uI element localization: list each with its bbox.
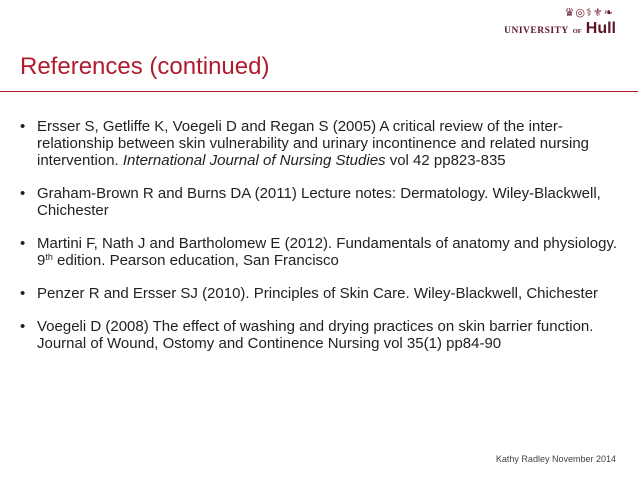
bullet: • xyxy=(20,118,26,135)
footer-author-date: Kathy Radley November 2014 xyxy=(495,454,616,464)
reference-item xyxy=(20,118,620,169)
bullet: • xyxy=(20,318,26,335)
reference-list xyxy=(20,118,620,368)
superscript: th xyxy=(45,252,53,262)
journal-title: International Journal of Nursing Studies xyxy=(122,152,386,169)
reference-item xyxy=(20,318,620,352)
slide-title: References (continued) xyxy=(20,53,270,80)
reference-item xyxy=(20,235,620,269)
logo-hull: Hull xyxy=(585,20,616,37)
university-logo xyxy=(496,6,616,42)
reference-text: Ersser S, Getliffe K, Voegeli D and Regan S (2005) A critical review of the inter-relationship between skin vulnerability and urinary incontinence and related nursing intervention. xyxy=(37,118,590,169)
reference-text: Graham-Brown R and Burns DA (2011) Lecture notes: Dermatology. Wiley-Blackwell, Chichester xyxy=(37,185,601,219)
reference-item xyxy=(20,185,620,219)
bullet: • xyxy=(20,235,26,252)
reference-item xyxy=(20,285,620,302)
logo-wordmark xyxy=(504,20,616,38)
reference-text: Voegeli D (2008) The effect of washing and drying practices on skin barrier function. Journal of Wound, Ostomy and Continence Nursing vol 35(1) pp84-90 xyxy=(37,318,594,352)
logo-university: UNIVERSITY xyxy=(504,26,569,36)
bullet: • xyxy=(20,185,26,202)
title-divider xyxy=(0,91,638,92)
reference-text: Penzer R and Ersser SJ (2010). Principles of Skin Care. Wiley-Blackwell, Chichester xyxy=(37,285,599,302)
crest-icons: ♛◎⚕⚜❧ xyxy=(564,6,614,19)
bullet: • xyxy=(20,285,26,302)
reference-tail: vol 42 pp823-835 xyxy=(385,152,506,169)
reference-tail: edition. Pearson education, San Francisco xyxy=(52,252,339,269)
reference-text: Martini F, Nath J and Bartholomew E (2012). Fundamentals of anatomy and physiology. 9 xyxy=(37,235,618,269)
logo-of: OF xyxy=(572,28,582,35)
